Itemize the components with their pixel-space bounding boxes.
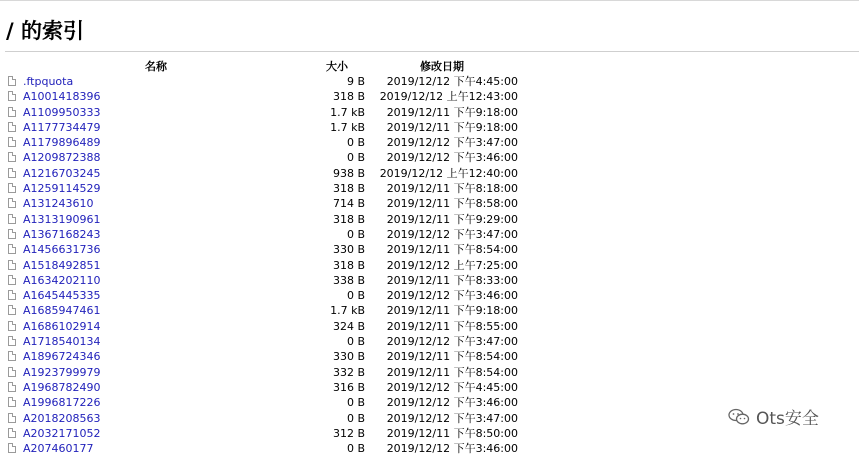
file-size: 330 B — [332, 243, 365, 257]
file-icon — [8, 229, 16, 239]
file-row — [0, 150, 859, 165]
file-row — [0, 258, 859, 273]
file-link[interactable]: A1456631736 — [23, 243, 101, 257]
file-link[interactable]: .ftpquota — [23, 75, 74, 88]
file-date: 2019/12/11 下午9:18:00 — [386, 304, 518, 318]
file-link[interactable]: A1686102914 — [23, 319, 101, 333]
file-date: 2019/12/12 下午3:47:00 — [386, 411, 518, 425]
file-link[interactable]: A1179896489 — [23, 136, 101, 150]
file-link[interactable]: A1685947461 — [23, 304, 101, 318]
file-link[interactable]: A131243610 — [23, 197, 94, 211]
file-icon — [8, 152, 16, 162]
file-date: 2019/12/11 下午8:54:00 — [386, 365, 518, 379]
file-icon — [8, 351, 16, 361]
file-link[interactable]: A1109950333 — [23, 105, 101, 119]
file-icon — [8, 397, 16, 407]
file-icon — [8, 275, 16, 285]
file-size: 0 B — [346, 289, 365, 303]
file-date: 2019/12/12 下午3:46:00 — [386, 442, 518, 456]
file-row — [0, 273, 859, 288]
file-date: 2019/12/12 上午12:40:00 — [379, 166, 518, 180]
file-row — [0, 74, 859, 89]
file-row — [0, 135, 859, 150]
file-size: 1.7 kB — [330, 120, 365, 134]
file-row — [0, 242, 859, 257]
file-date: 2019/12/12 下午4:45:00 — [386, 380, 518, 394]
file-link[interactable]: A1518492851 — [23, 258, 101, 272]
file-link[interactable]: A2018208563 — [23, 411, 101, 425]
file-icon — [8, 183, 16, 193]
file-date: 2019/12/11 下午8:54:00 — [386, 243, 518, 257]
file-date: 2019/12/12 下午4:45:00 — [386, 75, 518, 88]
file-row — [0, 365, 859, 380]
file-icon — [8, 137, 16, 147]
file-row — [0, 89, 859, 104]
file-size: 330 B — [332, 350, 365, 364]
file-link[interactable]: A1645445335 — [23, 289, 101, 303]
file-row — [0, 380, 859, 395]
file-size: 312 B — [332, 426, 365, 440]
file-link[interactable]: A207460177 — [23, 442, 94, 456]
file-link[interactable]: A1216703245 — [23, 166, 101, 180]
file-icon — [8, 290, 16, 300]
file-size: 316 B — [332, 380, 365, 394]
file-date: 2019/12/11 下午9:18:00 — [386, 105, 518, 119]
watermark-text: Ots安全 — [756, 409, 819, 429]
file-date: 2019/12/11 下午8:55:00 — [386, 319, 518, 333]
file-link[interactable]: A1001418396 — [23, 90, 101, 104]
file-date: 2019/12/12 下午3:47:00 — [386, 335, 518, 349]
file-link[interactable]: A1367168243 — [23, 227, 101, 241]
file-size: 338 B — [332, 273, 365, 287]
file-icon — [8, 244, 16, 254]
file-icon — [8, 122, 16, 132]
file-date: 2019/12/12 下午3:46:00 — [386, 151, 518, 165]
file-icon — [8, 198, 16, 208]
file-link[interactable]: A1634202110 — [23, 273, 101, 287]
file-size: 0 B — [346, 396, 365, 410]
file-size: 0 B — [346, 411, 365, 425]
file-size: 0 B — [346, 151, 365, 165]
file-date: 2019/12/11 下午8:18:00 — [386, 182, 518, 196]
file-icon — [8, 428, 16, 438]
file-link[interactable]: A1718540134 — [23, 335, 101, 349]
file-date: 2019/12/11 下午8:54:00 — [386, 350, 518, 364]
file-size: 318 B — [332, 258, 365, 272]
file-row — [0, 105, 859, 120]
file-icon — [8, 107, 16, 117]
file-row — [0, 441, 859, 456]
file-link[interactable]: A1177734479 — [23, 120, 101, 134]
file-date: 2019/12/12 上午7:25:00 — [386, 258, 518, 272]
file-link[interactable]: A1313190961 — [23, 212, 101, 226]
title-divider — [5, 51, 859, 52]
file-icon — [8, 260, 16, 270]
file-row — [0, 196, 859, 211]
file-size: 0 B — [346, 227, 365, 241]
file-icon — [8, 336, 16, 346]
file-date: 2019/12/12 下午3:46:00 — [386, 396, 518, 410]
file-row — [0, 334, 859, 349]
file-date: 2019/12/11 下午9:29:00 — [386, 212, 518, 226]
file-link[interactable]: A1896724346 — [23, 350, 101, 364]
file-size: 318 B — [332, 182, 365, 196]
file-date: 2019/12/12 上午12:43:00 — [379, 90, 518, 104]
file-row — [0, 349, 859, 364]
file-icon — [8, 214, 16, 224]
file-size: 0 B — [346, 335, 365, 349]
file-size: 1.7 kB — [330, 304, 365, 318]
file-link[interactable]: A1259114529 — [23, 182, 101, 196]
file-link[interactable]: A1996817226 — [23, 396, 101, 410]
file-list — [0, 74, 859, 456]
file-icon — [8, 168, 16, 178]
file-date: 2019/12/11 下午9:18:00 — [386, 120, 518, 134]
file-size: 0 B — [346, 442, 365, 456]
file-link[interactable]: A2032171052 — [23, 426, 101, 440]
file-size: 714 B — [332, 197, 365, 211]
file-link[interactable]: A1923799979 — [23, 365, 101, 379]
file-date: 2019/12/12 下午3:47:00 — [386, 227, 518, 241]
column-header-size[interactable]: 大小 — [326, 60, 348, 73]
file-size: 1.7 kB — [330, 105, 365, 119]
file-row — [0, 303, 859, 318]
file-size: 0 B — [346, 136, 365, 150]
file-icon — [8, 91, 16, 101]
file-row — [0, 120, 859, 135]
file-row — [0, 212, 859, 227]
column-header-date[interactable]: 修改日期 — [420, 60, 464, 73]
file-date: 2019/12/11 下午8:33:00 — [386, 273, 518, 287]
file-row — [0, 319, 859, 334]
watermark — [728, 404, 819, 429]
file-size: 318 B — [332, 90, 365, 104]
file-row — [0, 288, 859, 303]
file-date: 2019/12/12 下午3:46:00 — [386, 289, 518, 303]
file-icon — [8, 367, 16, 377]
page-title: / 的索引 — [6, 19, 84, 43]
file-date: 2019/12/12 下午3:47:00 — [386, 136, 518, 150]
file-icon — [8, 413, 16, 423]
file-icon — [8, 321, 16, 331]
file-row — [0, 166, 859, 181]
top-divider — [0, 0, 859, 1]
file-date: 2019/12/11 下午8:58:00 — [386, 197, 518, 211]
file-icon — [8, 382, 16, 392]
file-size: 318 B — [332, 212, 365, 226]
file-link[interactable]: A1209872388 — [23, 151, 101, 165]
file-link[interactable]: A1968782490 — [23, 380, 101, 394]
file-size: 324 B — [332, 319, 365, 333]
file-icon — [8, 443, 16, 453]
column-header-name[interactable]: 名称 — [145, 60, 167, 73]
file-size: 332 B — [332, 365, 365, 379]
file-icon — [8, 76, 16, 86]
file-row — [0, 227, 859, 242]
file-size: 9 B — [346, 75, 365, 88]
file-icon — [8, 305, 16, 315]
wechat-icon — [728, 408, 750, 426]
file-size: 938 B — [332, 166, 365, 180]
file-date: 2019/12/11 下午8:50:00 — [386, 426, 518, 440]
file-row — [0, 181, 859, 196]
